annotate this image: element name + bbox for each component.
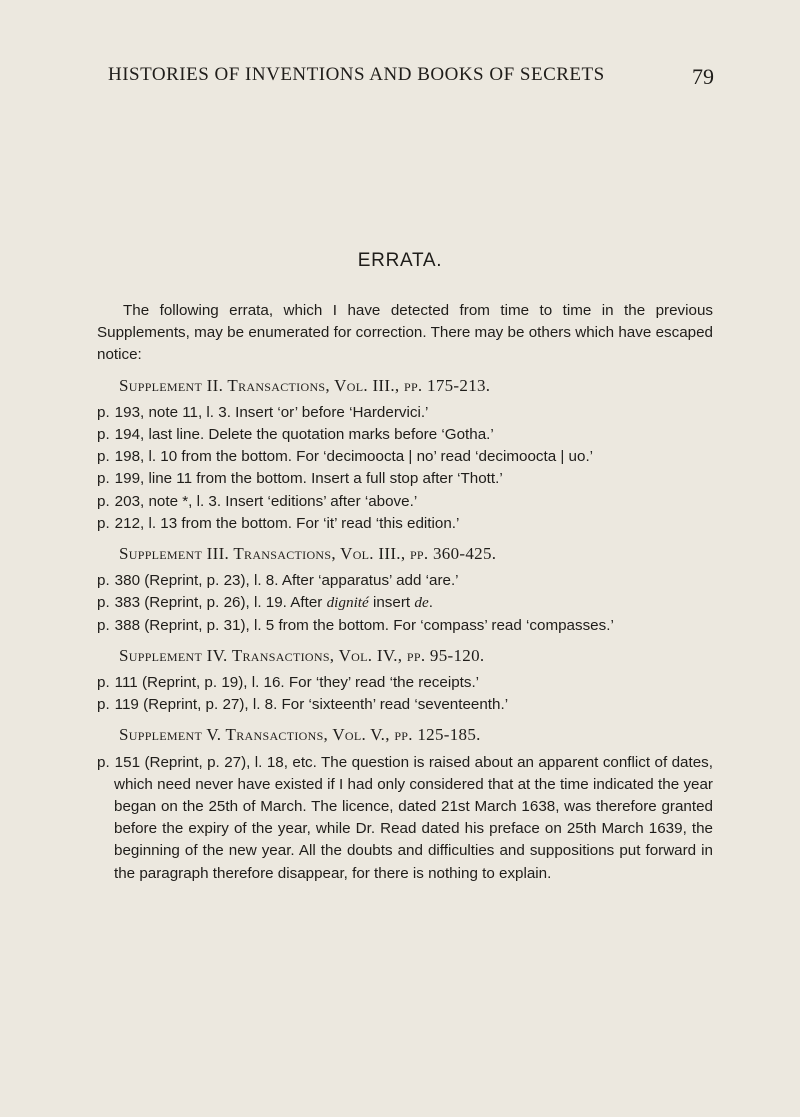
errata-entry [97,402,713,424]
errata-entry [97,446,713,468]
entry-text: 212, l. 13 from the bottom. For ‘it’ read ‘this edition.’ [114,514,460,532]
entry-page-prefix: p. [97,594,110,612]
entry-italic-word-2: de [414,594,429,612]
entry-page-prefix: p. [97,514,110,532]
intro-paragraph: The following errata, which I have detected from time to time in the previous Supplements, may be enumerated for correction. There may be others which have escaped notice: [97,302,713,364]
section-heading-supplement-3: Supplement III. Transactions, Vol. III., pp. 360-425. [119,544,497,564]
entry-text-tail-pre: insert [368,594,415,612]
entry-text: 193, note 11, l. 3. Insert ‘or’ before ‘Hardervici.’ [114,403,429,421]
entry-text: 203, note *, l. 3. Insert ‘editions’ after ‘above.’ [114,492,418,510]
entry-page-prefix: p. [97,403,110,421]
errata-entry [97,513,713,535]
errata-entry [97,592,713,614]
entry-text: 111 (Reprint, p. 19), l. 16. For ‘they’ read ‘the receipts.’ [114,674,480,692]
entry-page-prefix: p. [97,426,110,444]
running-head [108,60,714,90]
entry-text: 388 (Reprint, p. 31), l. 5 from the bottom. For ‘compass’ read ‘compasses.’ [114,616,614,634]
errata-body [97,300,713,885]
errata-entry [97,694,713,716]
entry-text: 383 (Reprint, p. 26), l. 19. After [114,594,323,612]
section-heading-supplement-2: Supplement II. Transactions, Vol. III., pp. 175-213. [119,375,491,395]
entry-page-prefix: p. [97,674,110,692]
entry-text: 199, line 11 from the bottom. Insert a full stop after ‘Thott.’ [114,470,503,488]
entry-text: 119 (Reprint, p. 27), l. 8. For ‘sixteenth’ read ‘seventeenth.’ [114,696,509,714]
entry-page-prefix: p. [97,492,110,510]
entry-text: 194, last line. Delete the quotation marks before ‘Gotha.’ [114,426,494,444]
entry-page-prefix: p. [97,616,110,634]
running-title: HISTORIES OF INVENTIONS AND BOOKS OF SECRETS [108,64,605,85]
errata-entry [97,468,713,490]
entry-page-prefix: p. [97,470,110,488]
section-heading-supplement-4: Supplement IV. Transactions, Vol. IV., pp. 95-120. [119,645,485,665]
errata-entry [97,615,713,637]
errata-entry [97,424,713,446]
errata-entry [97,752,713,885]
entry-page-prefix: p. [97,753,110,771]
section-heading-supplement-5: Supplement V. Transactions, Vol. V., pp. 125-185. [119,725,481,745]
entry-text: 198, l. 10 from the bottom. For ‘decimoocta | no’ read ‘decimoocta | uo.’ [114,448,594,466]
entry-text: 151 (Reprint, p. 27), l. 18, etc. The question is raised about an apparent conflict of dates, which need never have existed if I had only considered that at the time indicated the year began on the 25th of March. The licence, dated 21st March 1638, was therefore granted before the expiry of the year, while Dr. Read dated his preface on 25th March 1639, the beginning of the new year. All the doubts and difficulties and suppositions put forward in the paragraph therefore disappear, for there is nothing to explain. [114,753,713,882]
entry-page-prefix: p. [97,572,110,590]
page-number: 79 [692,64,714,89]
entry-text: 380 (Reprint, p. 23), l. 8. After ‘apparatus’ add ‘are.’ [114,572,459,590]
entry-text-tail: . [428,594,433,612]
errata-entry [97,672,713,694]
entry-page-prefix: p. [97,448,110,466]
errata-entry [97,491,713,513]
errata-heading: ERRATA. [357,250,443,271]
entry-page-prefix: p. [97,696,110,714]
errata-entry [97,570,713,592]
entry-italic-word: dignité [326,594,369,612]
